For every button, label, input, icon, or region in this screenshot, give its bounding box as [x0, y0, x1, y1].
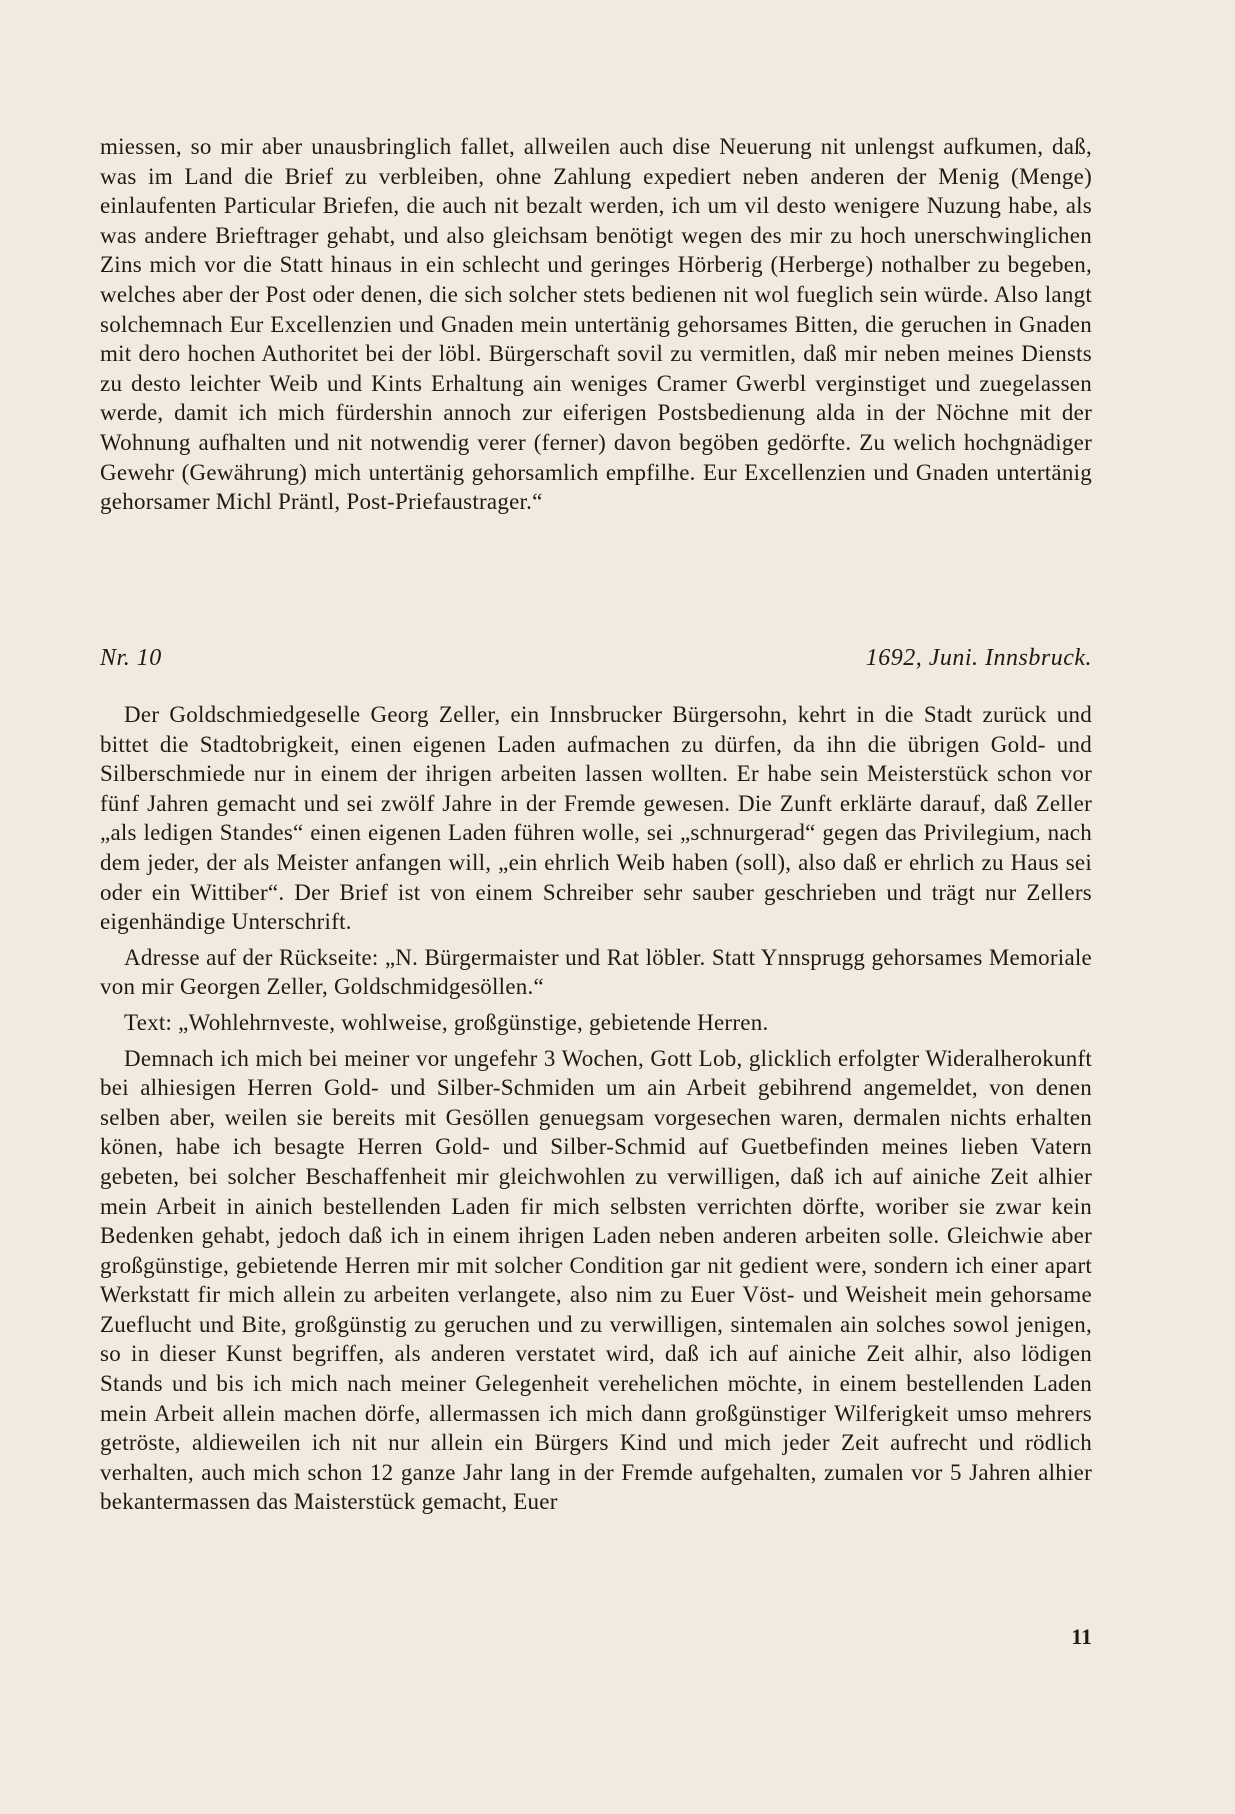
top-text-block — [100, 132, 1092, 517]
entry-date-place: 1692, Juni. Innsbruck. — [865, 645, 1092, 671]
text-intro-paragraph: Text: „Wohlehrnveste, wohlweise, großgünstige, gebietende Herren. — [124, 1009, 769, 1035]
letter-paragraph: Demnach ich mich bei meiner vor ungefehr 3 Wochen, Gott Lob, glicklich erfolgter Wideralherokunft bei alhiesigen Herren Gold- und Silber-Schmiden um ain Arbeit gebihrend angemeldet, von denen selben aber, weilen sie bereits mit Gesöllen genuegsam vorgesechen waren, dermalen nichts erhalten könen, habe ich besagte Herren Gold- und Silber-Schmid auf Guetbefinden meines lieben Vatern gebeten, bei solcher Beschaffenheit mir gleichwohlen zu verwilligen, daß ich auf ainiche Zeit alhier mein Arbeit in ainich bestellenden Laden fir mich selbsten verrichten dörfte, woriber sie zwar kein Bedenken gehabt, jedoch daß ich in einem ihrigen Laden neben anderen arbeiten solle. Gleichwie aber großgünstige, gebietende Herren mir mit solcher Condition gar nit gedient were, sondern ich einer apart Werkstatt fir mich allein zu arbeiten verlangete, also nim zu Euer Vöst- und Weisheit mein gehorsame Zueflucht und Bite, großgünstig zu geruchen und zu verwilligen, sintemalen ain solches sowol jenigen, so in dieser Kunst begriffen, als anderen verstatet wird, daß ich auf ainiche Zeit alhir, also lödigen Stands und bis ich mich nach meiner Gelegenheit verehelichen möchte, in einem bestellenden Laden mein Arbeit allein machen dörfe, allermassen ich mich dann großgünstiger Wilferigkeit umso mehrers getröste, aldieweilen ich nit nur allein ein Bürgers Kind und mich jeder Zeit aufrecht und rödlich verhalten, auch mich schon 12 ganze Jahr lang in der Fremde aufgehalten, zumalen vor 5 Jahren alhier bekantermassen das Maisterstück gemacht, Euer — [100, 1045, 1092, 1515]
address-paragraph: Adresse auf der Rückseite: „N. Bürgermaister und Rat löbler. Statt Ynnsprugg gehorsames Memoriale von mir Georgen Zeller, Goldschmidgesöllen.“ — [100, 944, 1092, 1000]
summary-paragraph: Der Goldschmiedgeselle Georg Zeller, ein Innsbrucker Bürgersohn, kehrt in die Stadt zurück und bittet die Stadtobrigkeit, einen eigenen Laden aufmachen zu dürfen, da ihn die übrigen Gold- und Silberschmiede nur in einem der ihrigen arbeiten lassen wollten. Er habe sein Meisterstück schon vor fünf Jahren gemacht und sei zwölf Jahre in der Fremde gewesen. Die Zunft erklärte darauf, daß Zeller „als ledigen Standes“ einen eigenen Laden führen wolle, sei „schnurgerad“ gegen das Privilegium, nach dem jeder, der als Meister anfangen will, „ein ehrlich Weib haben (soll), also daß er ehrlich zu Haus sei oder ein Wittiber“. Der Brief ist von einem Schreiber sehr sauber geschrieben und trägt nur Zellers eigenhändige Unterschrift. — [100, 702, 1092, 935]
entry-body — [100, 700, 1092, 1517]
page-number: 11 — [1071, 1624, 1092, 1649]
paragraph-continuation: miessen, so mir aber unausbringlich fallet, allweilen auch dise Neuerung nit unlengst aufkumen, daß, was im Land die Brief zu verbleiben, ohne Zahlung expediert neben anderen der Menig (Menge) einlaufenten Particular Briefen, die auch nit bezalt werden, ich um vil desto wenigere Nuzung habe, als was andere Brieftrager gehabt, und also gleichsam benötigt wegen des mir zu hoch unerschwinglichen Zins mich vor die Statt hinaus in ein schlecht und geringes Hörberig (Herberge) nothalber zu begeben, welches aber der Post oder denen, die sich solcher stets bedienen nit wol fueglich sein würde. Also langt solchemnach Eur Excellenzien und Gnaden mein untertänig gehorsames Bitten, die geruchen in Gnaden mit dero hochen Authoritet bei der löbl. Bürgerschaft sovil zu vermitlen, daß mir neben meines Diensts zu desto leichter Weib und Kints Erhaltung ain weniges Cramer Gwerbl verginstiget und zuegelassen werde, damit ich mich fürdershin annoch zur eiferigen Postsbedienung alda in der Nöchne mit der Wohnung aufhalten und nit notwendig verer (ferner) davon begöben gedörfte. Zu welich hochgnädiger Gewehr (Gewährung) mich untertänig gehorsamlich empfilhe. Eur Excellenzien und Gnaden untertänig gehorsamer Michl Präntl, Post-Priefaustrager.“ — [100, 134, 1092, 515]
entry-heading — [100, 645, 1092, 672]
entry-number: Nr. 10 — [100, 645, 162, 671]
